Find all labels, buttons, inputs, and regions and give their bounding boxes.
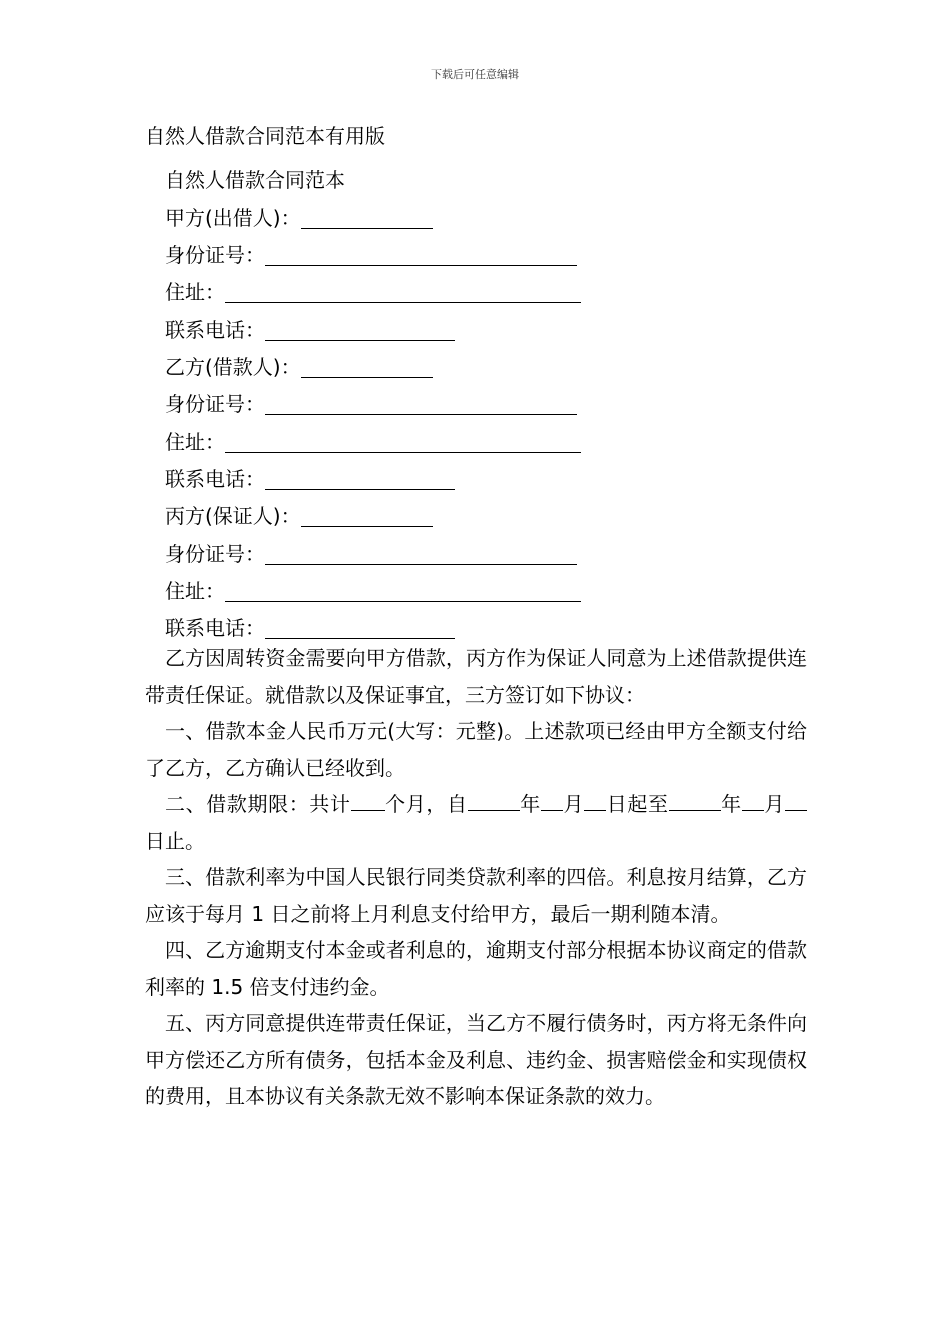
clause-3: 三、借款利率为中国人民银行同类贷款利率的四倍。利息按月结算，乙方应该于每月 1 日之前将上月利息支付给甲方，最后一期利随本清。 (145, 865, 807, 926)
form-field-row (165, 345, 581, 382)
intro-paragraph: 乙方因周转资金需要向甲方借款，丙方作为保证人同意为上述借款提供连带责任保证。就借款以及保证事宜，三方签订如下协议： (145, 646, 807, 707)
field-label: 联系电话： (165, 317, 265, 342)
fill-in-blank (301, 355, 433, 378)
fill-in-blank (301, 206, 433, 229)
form-field-row (165, 270, 581, 307)
contract-body (145, 640, 807, 1115)
form-field-row (165, 419, 581, 456)
start-month-blank (541, 790, 563, 811)
form-field-row (165, 457, 581, 494)
end-month-blank (742, 790, 764, 811)
fill-in-blank (225, 280, 581, 303)
clause-2-text-4: 月 (562, 792, 585, 816)
start-year-blank (468, 790, 520, 811)
fill-in-blank (265, 243, 577, 266)
end-day-blank (785, 790, 807, 811)
field-label: 身份证号： (165, 541, 265, 566)
party-field-list (165, 158, 581, 643)
clause-2-text-3: 年 (519, 792, 541, 816)
clause-1: 一、借款本金人民币万元(大写：元整)。上述款项已经由甲方全额支付给了乙方，乙方确认已经收到。 (145, 719, 807, 780)
clause-2-text-8: 日止。 (145, 828, 205, 853)
clause-2-text-2: 个月，自 (384, 792, 468, 816)
form-field-row (165, 307, 581, 344)
field-label: 乙方(借款人)： (165, 355, 301, 380)
form-field-row (165, 606, 581, 643)
subtitle-row (165, 158, 581, 195)
fill-in-blank (265, 318, 455, 341)
fill-in-blank (265, 392, 577, 415)
field-label: 住址： (165, 280, 225, 305)
field-label: 丙方(保证人)： (165, 504, 301, 529)
fill-in-blank (265, 542, 577, 565)
field-label: 联系电话： (165, 467, 265, 492)
form-field-row (165, 382, 581, 419)
form-field-row (165, 531, 581, 568)
fill-in-blank (301, 504, 433, 527)
form-field-row (165, 233, 581, 270)
field-label: 身份证号： (165, 243, 265, 268)
fill-in-blank (225, 430, 581, 453)
page-header-note: 下载后可任意编辑 (431, 68, 519, 81)
clause-2-text-6: 年 (720, 792, 742, 816)
document-title: 自然人借款合同范本有用版 (145, 124, 385, 148)
form-field-row (165, 195, 581, 232)
document-subtitle: 自然人借款合同范本 (165, 168, 345, 193)
clause-5: 五、丙方同意提供连带责任保证，当乙方不履行债务时，丙方将无条件向甲方偿还乙方所有债务，包括本金及利息、违约金、损害赔偿金和实现债权的费用，且本协议有关条款无效不影响本保证条款的效力。 (145, 1011, 807, 1108)
start-day-blank (584, 790, 606, 811)
field-label: 住址： (165, 579, 225, 604)
months-blank (351, 790, 385, 811)
field-label: 住址： (165, 429, 225, 454)
clause-2-text-7: 月 (763, 792, 786, 816)
field-label: 甲方(出借人)： (165, 205, 301, 230)
fill-in-blank (225, 579, 581, 602)
form-field-row (165, 569, 581, 606)
field-label: 联系电话： (165, 616, 265, 641)
fill-in-blank (265, 616, 455, 639)
field-label: 身份证号： (165, 392, 265, 417)
end-year-blank (669, 790, 721, 811)
fill-in-blank (265, 467, 455, 490)
clause-2 (145, 786, 807, 859)
clause-4: 四、乙方逾期支付本金或者利息的，逾期支付部分根据本协议商定的借款利率的 1.5 倍支付违约金。 (145, 938, 807, 999)
clause-2-text-1: 二、借款期限：共计 (165, 792, 351, 816)
form-field-row (165, 494, 581, 531)
clause-2-text-5: 日起至 (606, 792, 669, 816)
